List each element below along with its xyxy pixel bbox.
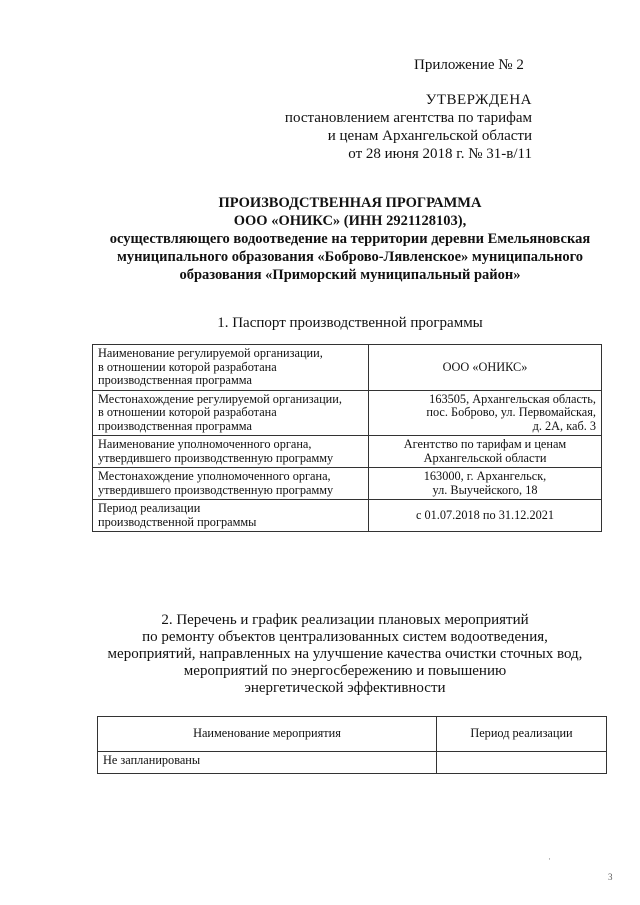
table-row (98, 751, 607, 773)
section-1-heading: 1. Паспорт производственной программы (217, 315, 483, 331)
row-label (93, 436, 369, 468)
label-line: производственная программа (98, 373, 252, 387)
table-row (93, 390, 602, 436)
row-value (369, 390, 602, 436)
row-value (369, 500, 602, 532)
row-label (93, 345, 369, 391)
row-value (369, 436, 602, 468)
appendix-number: Приложение № 2 (414, 57, 524, 73)
label-line: в отношении которой разработана (98, 359, 277, 374)
title-line-1: ПРОИЗВОДСТВЕННАЯ ПРОГРАММА (218, 195, 482, 211)
title-line-2: ООО «ОНИКС» (ИНН 2921128103), (233, 213, 467, 229)
event-name-cell: Не запланированы (98, 751, 437, 773)
passport-table (92, 344, 602, 532)
label-line: производственной программы (98, 514, 257, 529)
label-line: Период реализации (98, 501, 201, 515)
value-line: 163000, г. Архангельск, (423, 469, 547, 483)
table-row (93, 468, 602, 500)
label-line: Наименование регулируемой организации, (98, 346, 323, 360)
page-mark: 3 (608, 872, 613, 882)
row-value (369, 468, 602, 500)
section-2-line-1: 2. Перечень и график реализации плановых мероприятий (161, 612, 529, 628)
label-line: Местонахождение уполномоченного органа, (98, 469, 331, 483)
approval-line-3: от 28 июня 2018 г. № 31-в/11 (348, 146, 532, 162)
section-2-line-4: мероприятий по энергосбережению и повышению (183, 663, 507, 679)
value-line: с 01.07.2018 по 31.12.2021 (415, 507, 555, 522)
title-line-4: муниципального образования «Боброво-Лявленское» муниципального (116, 249, 584, 265)
table-row (93, 436, 602, 468)
value-line: ул. Выучейского, 18 (432, 482, 538, 497)
value-line: Агентство по тарифам и ценам (403, 437, 567, 451)
row-value (369, 345, 602, 391)
label-line: в отношении которой разработана (98, 405, 277, 419)
section-2-line-5: энергетической эффективности (244, 680, 446, 696)
row-label (93, 500, 369, 532)
label-line: Наименование уполномоченного органа, (98, 437, 312, 451)
table-row (93, 500, 602, 532)
table-header-row (98, 717, 607, 752)
approval-block (285, 91, 532, 163)
value-line: ООО «ОНИКС» (442, 359, 528, 374)
events-table (97, 716, 607, 774)
approval-line-1: постановлением агентства по тарифам (284, 110, 532, 126)
column-header-period: Период реализации (437, 717, 607, 752)
approved-label: УТВЕРЖДЕНА (425, 92, 532, 108)
value-line: 163505, Архангельская область, (429, 391, 596, 406)
document-title (40, 194, 640, 284)
row-label (93, 390, 369, 436)
title-line-3: осуществляющего водоотведение на территории деревни Емельяновская (109, 231, 591, 247)
label-line: утвердившего производственную программу (98, 450, 334, 465)
value-line: пос. Боброво, ул. Первомайская, (426, 405, 596, 419)
column-header-name: Наименование мероприятия (98, 717, 437, 752)
section-2-line-2: по ремонту объектов централизованных систем водоотведения, (142, 629, 548, 645)
section-2-line-3: мероприятий, направленных на улучшение качества очистки сточных вод, (107, 646, 583, 662)
label-line: производственная программа (98, 418, 252, 433)
row-label (93, 468, 369, 500)
title-line-5: образования «Приморский муниципальный район» (179, 267, 521, 283)
approval-line-2: и ценам Архангельской области (327, 128, 532, 144)
scan-dot: · (548, 854, 551, 864)
event-period-cell (437, 751, 607, 773)
label-line: Местонахождение регулируемой организации, (98, 391, 342, 406)
table-row (93, 345, 602, 391)
value-line: д. 2А, каб. 3 (532, 418, 596, 433)
section-2-heading (50, 612, 640, 697)
value-line: Архангельской области (423, 450, 547, 465)
label-line: утвердившего производственную программу (98, 482, 334, 497)
